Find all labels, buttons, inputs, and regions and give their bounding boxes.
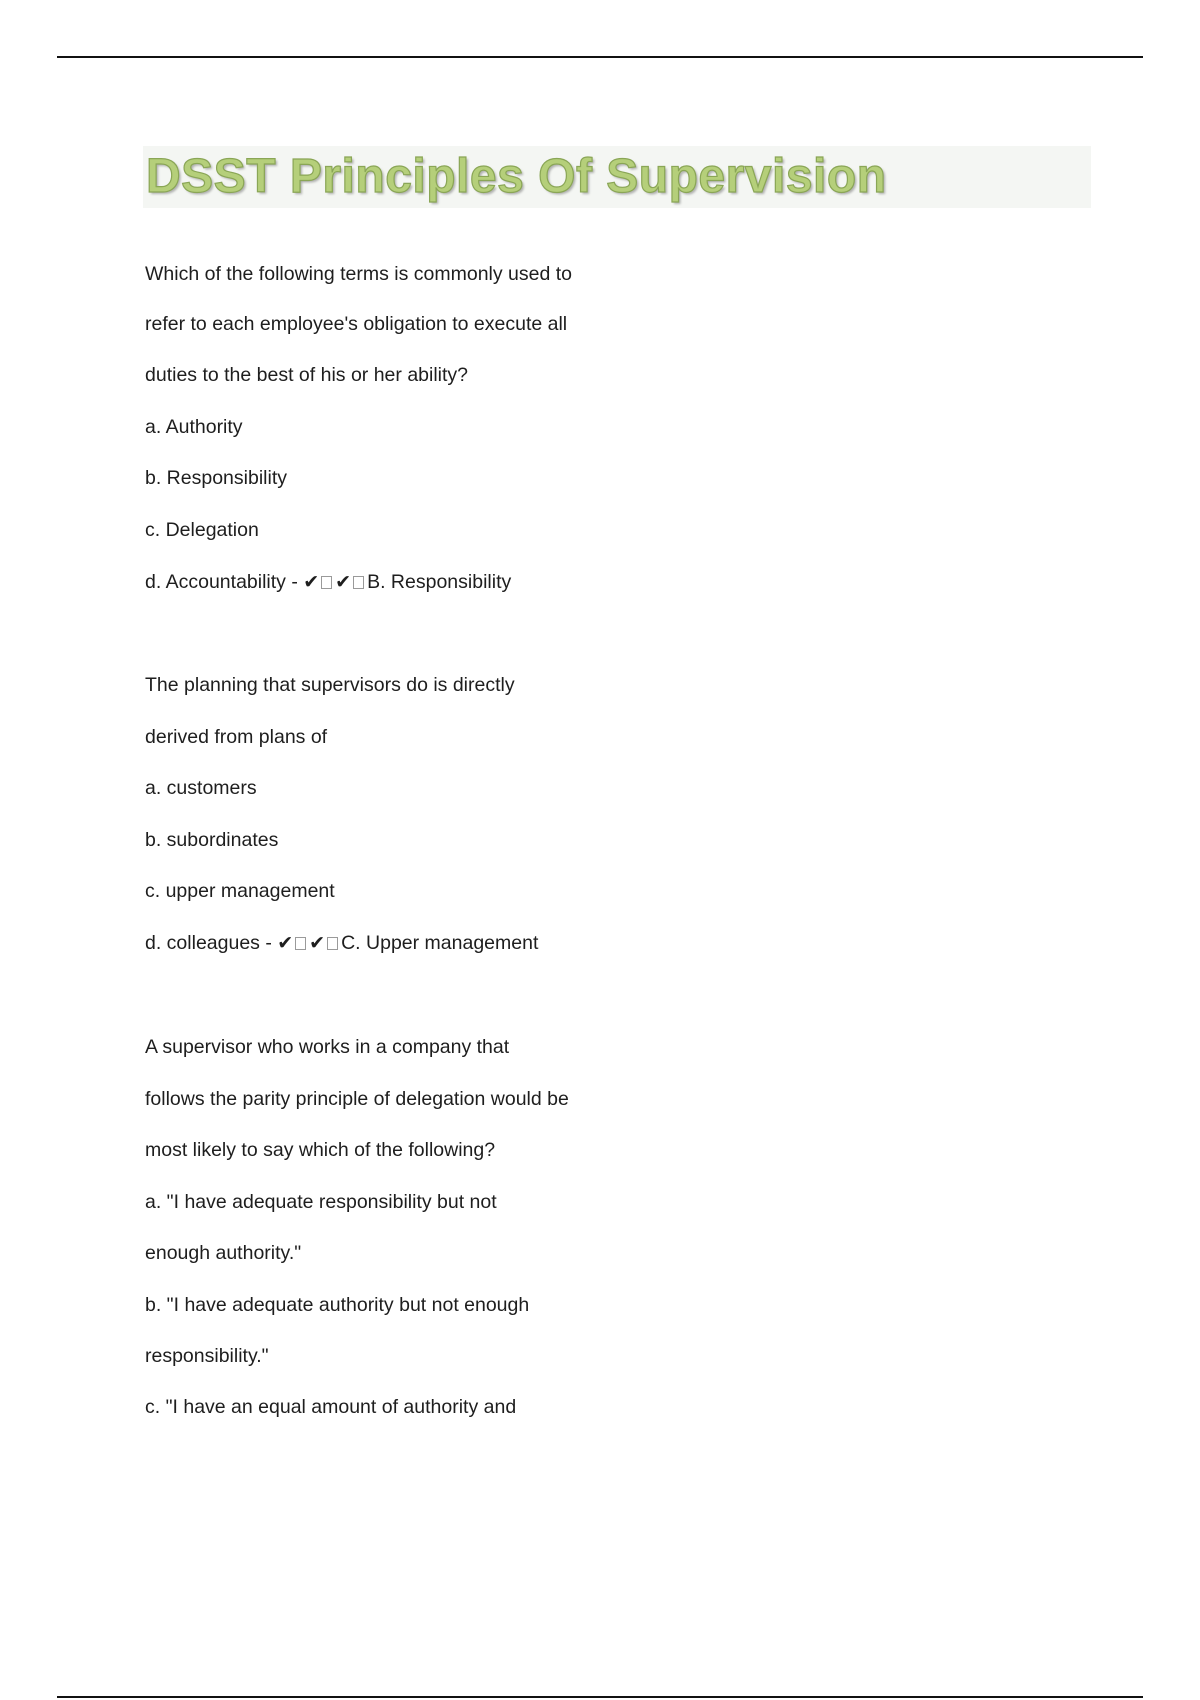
question-1-answer: B. Responsibility [367,571,512,593]
question-2-option-d: d. colleagues - [145,932,278,954]
question-3-prompt-line: most likely to say which of the following? [145,1139,496,1161]
question-2-answer: C. Upper management [341,932,539,954]
question-3-option-a: a. "I have adequate responsibility but not [145,1191,497,1213]
question-2-prompt-line: derived from plans of [145,726,328,748]
question-1-prompt-line: refer to each employee's obligation to execute all [145,313,568,335]
question-2-option-d-answer [145,930,538,956]
question-1-prompt-line: duties to the best of his or her ability? [145,364,469,386]
question-2-option-c: c. upper management [145,880,335,902]
check-icon: ✔ [277,932,294,954]
question-1-option-c: c. Delegation [145,519,259,541]
question-2-option-a: a. customers [145,777,257,799]
question-3-option-b-cont: responsibility." [145,1345,269,1367]
question-3-prompt-line: A supervisor who works in a company that [145,1036,510,1058]
empty-box-icon [321,576,332,589]
question-2-prompt-line: The planning that supervisors do is directly [145,674,515,696]
page-title: DSST Principles Of Supervision [146,150,887,203]
question-1-option-d: d. Accountability - [145,571,304,593]
question-3-option-c: c. "I have an equal amount of authority and [145,1396,517,1418]
question-1-option-b: b. Responsibility [145,467,287,489]
check-icon: ✔ [303,571,320,593]
check-icon: ✔ [309,932,326,954]
empty-box-icon [327,937,338,950]
empty-box-icon [353,576,364,589]
question-1-option-d-answer [145,569,511,595]
question-2-option-b: b. subordinates [145,829,279,851]
footer-rule [57,1696,1143,1698]
question-1-option-a: a. Authority [145,416,243,438]
question-1-prompt-line: Which of the following terms is commonly used to [145,263,573,285]
question-3-option-b: b. "I have adequate authority but not enough [145,1294,530,1316]
question-3-prompt-line: follows the parity principle of delegation would be [145,1088,569,1110]
question-3-option-a-cont: enough authority." [145,1242,302,1264]
empty-box-icon [295,937,306,950]
header-rule [57,56,1143,58]
check-icon: ✔ [335,571,352,593]
